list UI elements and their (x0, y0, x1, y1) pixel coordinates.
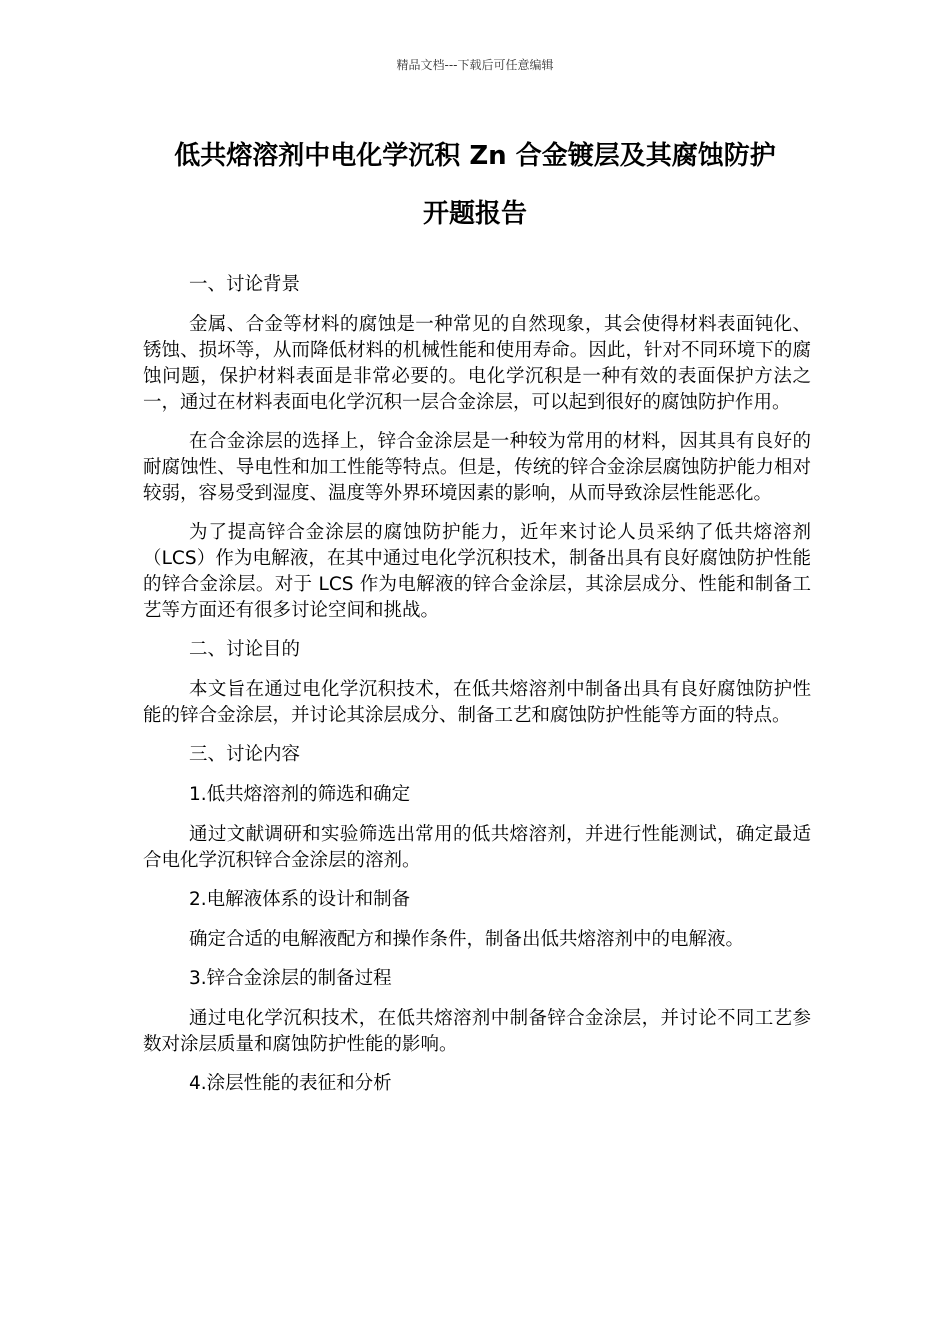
item-heading-3: 3.锌合金涂层的制备过程 (189, 968, 392, 989)
paragraph-background-3: 为了提高锌合金涂层的腐蚀防护能力，近年来讨论人员采纳了低共熔溶剂（LCS）作为电解液，在其中通过电化学沉积技术，制备出具有良好腐蚀防护性能的锌合金涂层。对于 LCS 作为电解液的锌合金涂层，其涂层成分、性能和制备工艺等方面还有很多讨论空间和挑战。 (143, 522, 811, 621)
item-heading-2: 2.电解液体系的设计和制备 (189, 889, 411, 910)
item-text-2: 确定合适的电解液配方和操作条件，制备出低共熔溶剂中的电解液。 (189, 929, 745, 950)
section-heading-content: 三、讨论内容 (189, 744, 301, 765)
item-heading-4: 4.涂层性能的表征和分析 (189, 1073, 392, 1094)
item-text-1: 通过文献调研和实验筛选出常用的低共熔溶剂，并进行性能测试，确定最适合电化学沉积锌合金涂层的溶剂。 (143, 824, 811, 871)
paragraph-purpose: 本文旨在通过电化学沉积技术，在低共熔溶剂中制备出具有良好腐蚀防护性能的锌合金涂层，并讨论其涂层成分、制备工艺和腐蚀防护性能等方面的特点。 (143, 679, 811, 726)
document-title-line-1: 低共熔溶剂中电化学沉积 Zn 合金镀层及其腐蚀防护 (174, 141, 776, 171)
section-heading-background: 一、讨论背景 (189, 274, 301, 295)
paragraph-background-2: 在合金涂层的选择上，锌合金涂层是一种较为常用的材料，因其具有良好的耐腐蚀性、导电性和加工性能等特点。但是，传统的锌合金涂层腐蚀防护能力相对较弱，容易受到湿度、温度等外界环境因素的影响，从而导致涂层性能恶化。 (143, 431, 811, 504)
item-text-3: 通过电化学沉积技术，在低共熔溶剂中制备锌合金涂层，并讨论不同工艺参数对涂层质量和腐蚀防护性能的影响。 (143, 1008, 811, 1055)
document-body (143, 272, 811, 1111)
section-heading-purpose: 二、讨论目的 (189, 639, 301, 660)
item-heading-1: 1.低共熔溶剂的筛选和确定 (189, 784, 411, 805)
paragraph-background-1: 金属、合金等材料的腐蚀是一种常见的自然现象，其会使得材料表面钝化、锈蚀、损坏等，从而降低材料的机械性能和使用寿命。因此，针对不同环境下的腐蚀问题，保护材料表面是非常必要的。电化学沉积是一种有效的表面保护方法之一，通过在材料表面电化学沉积一层合金涂层，可以起到很好的腐蚀防护作用。 (143, 314, 811, 413)
document-title-line-2: 开题报告 (422, 199, 527, 229)
header-note: 精品文档---下载后可任意编辑 (396, 58, 554, 72)
